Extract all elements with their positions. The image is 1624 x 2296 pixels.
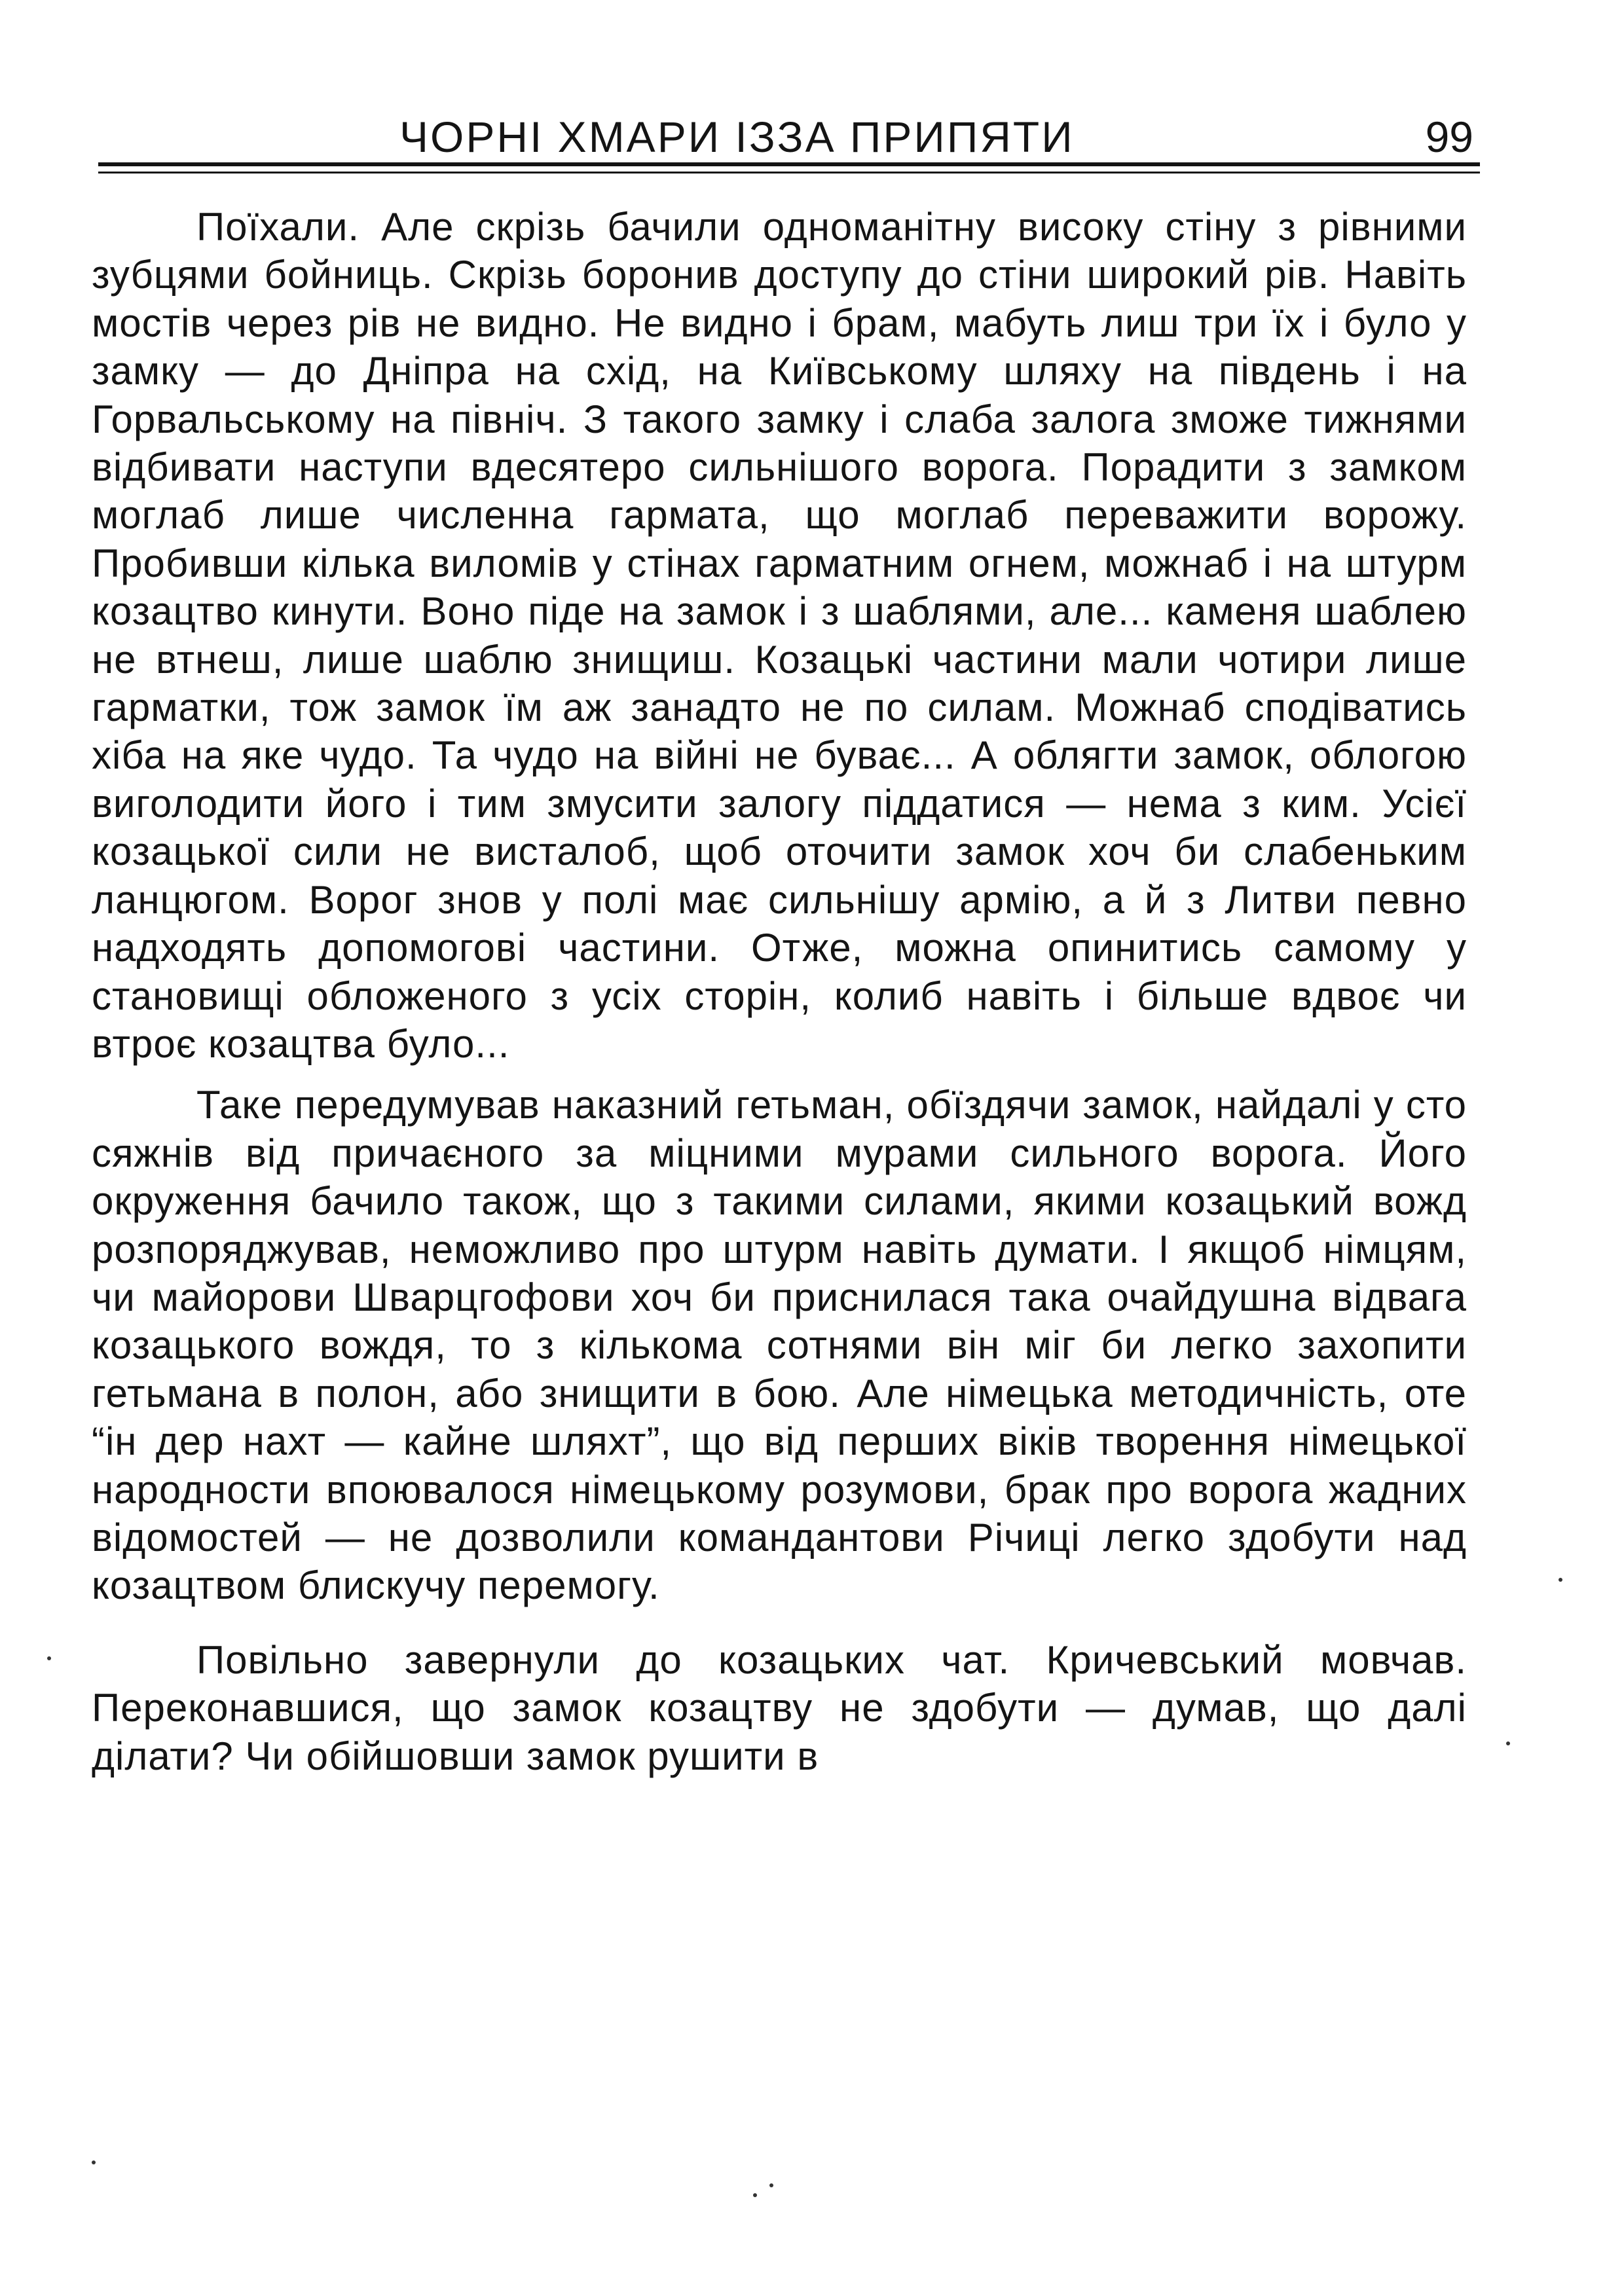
header-rule-thick [98, 162, 1480, 166]
paragraph-2: Таке передумував наказний гетьман, обїздячи замок, найдалі у сто сяжнів від причаєного за міцними мурами сильного ворога. Його окруження бачило також, що з такими силами, якими козацький вожд розпоряджував, неможливо про штурм навіть думати. І якщоб німцям, чи майорови Шварцгофови хоч би приснилася така очайдушна відвага козацького вождя, то з кількома сотнями він міг би легко захопити гетьмана в полон, або знищити в бою. Але німецька методичність, оте “ін дер нахт — кайне шляхт”, що від перших віків творення німецької народности впоювалося німецькому розумови, брак про ворога жадних відомостей — не дозволили командантови Річиці легко здобути над козацтвом блискучу перемогу. [92, 1083, 1467, 1608]
page-header [98, 105, 1480, 164]
print-speck [1506, 1741, 1510, 1745]
print-speck [1559, 1578, 1562, 1582]
body-text [92, 203, 1467, 1780]
print-speck [753, 2193, 757, 2197]
print-speck [769, 2183, 773, 2187]
print-speck [92, 2160, 96, 2164]
print-speck [47, 1656, 51, 1660]
header-rule-thin [98, 172, 1480, 173]
paragraph-1: Поїхали. Але скрізь бачили одноманітну високу стіну з рівними зубцями бойниць. Скрізь боронив доступу до стіни широкий рів. Навіть мостів через рів не видно. Не видно і брам, мабуть лиш три їх і було у замку — до Дніпра на схід, на Київському шляху на південь і на Горвальському на північ. З такого замку і слаба залога зможе тижнями відбивати наступи вдесятеро сильнішого ворога. Порадити з замком моглаб лише численна гармата, що моглаб переважити ворожу. Пробивши кілька виломів у стінах гарматним огнем, можнаб і на штурм козацтво кинути. Воно піде на замок і з шаблями, але... каменя шаблею не втнеш, лише шаблю знищиш. Козацькі частини мали чотири лише гарматки, тож замок їм аж занадто не по силам. Можнаб сподіватись хіба на яке чудо. Та чудо на війні не буває... А облягти замок, облогою виголодити його і тим змусити залогу піддатися — нема з ким. Усієї козацької сили не висталоб, щоб оточити замок хоч би слабеньким ланцюгом. Ворог знов у полі має сильнішу армію, а й з Литви певно надходять допомогові частини. Отже, можна опинитись самому у становищі обложеного з усіх сторін, колиб навіть і більше вдвоє чи втроє козацтва було... [92, 205, 1467, 1066]
page-number: 99 [1425, 113, 1473, 161]
running-title: ЧОРНІ ХМАРИ ІЗЗА ПРИПЯТИ [399, 113, 1075, 161]
paragraph-3: Повільно завернули до козацьких чат. Кричевський мовчав. Переконавшися, що замок козацтву не здобути — думав, що далі ділати? Чи обійшовши замок рушити в [92, 1637, 1467, 1778]
